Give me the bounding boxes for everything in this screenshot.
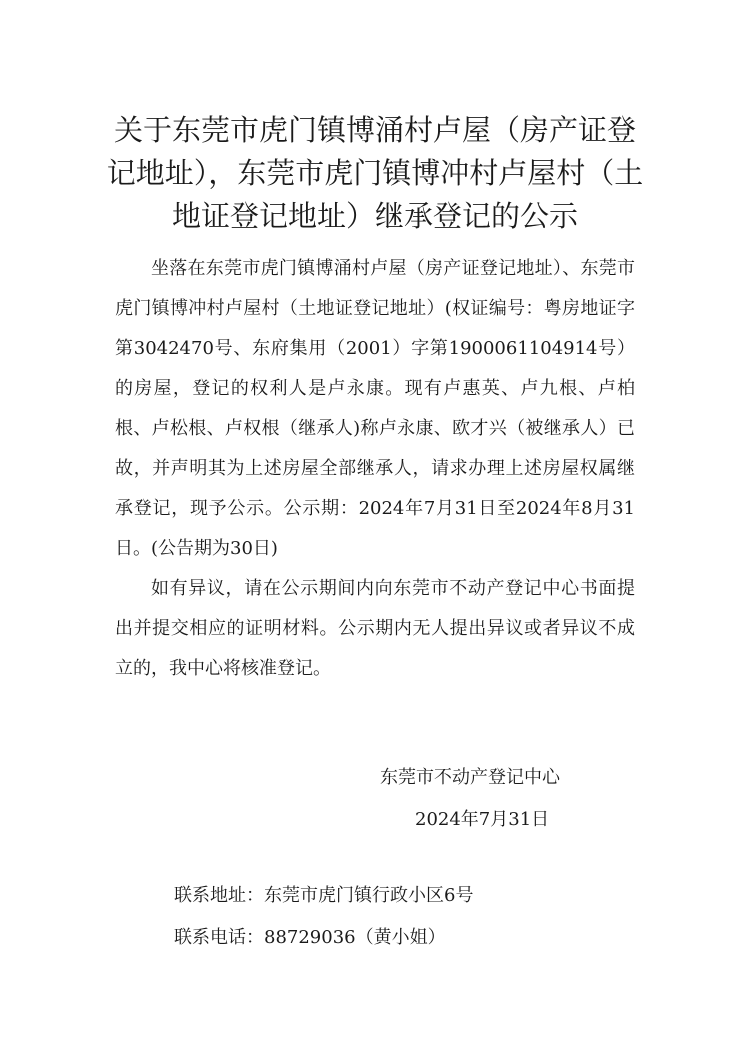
- issue-date: 2024年7月31日: [415, 809, 550, 830]
- contact-address: 联系地址：东莞市虎门镇行政小区6号: [174, 885, 474, 906]
- contact-phone: 联系电话：88729036（黄小姐）: [174, 927, 446, 948]
- issuing-organization: 东莞市不动产登记中心: [380, 767, 560, 788]
- body-paragraph-notice: 坐落在东莞市虎门镇博涌村卢屋（房产证登记地址）、东莞市虎门镇博冲村卢屋村（土地证登记地址）(权证编号：粤房地证字第3042470号、东府集用（2001）字第1900061104914号）的房屋，登记的权利人是卢永康。现有卢惠英、卢九根、卢柏根、卢松根、卢权根（继承人)称卢永康、欧才兴（被继承人）已故，并声明其为上述房屋全部继承人，请求办理上述房屋权属继承登记，现予公示。公示期：2024年7月31日至2024年8月31日。(公告期为30日): [115, 258, 635, 559]
- body-paragraph-objection: 如有异议，请在公示期间内向东莞市不动产登记中心书面提出并提交相应的证明材料。公示期内无人提出异议或者异议不成立的，我中心将核准登记。: [115, 578, 635, 679]
- document-body: [115, 249, 635, 689]
- document-title: 关于东莞市虎门镇博涌村卢屋（房产证登记地址），东莞市虎门镇博冲村卢屋村（土地证登记地址）继承登记的公示: [106, 113, 644, 234]
